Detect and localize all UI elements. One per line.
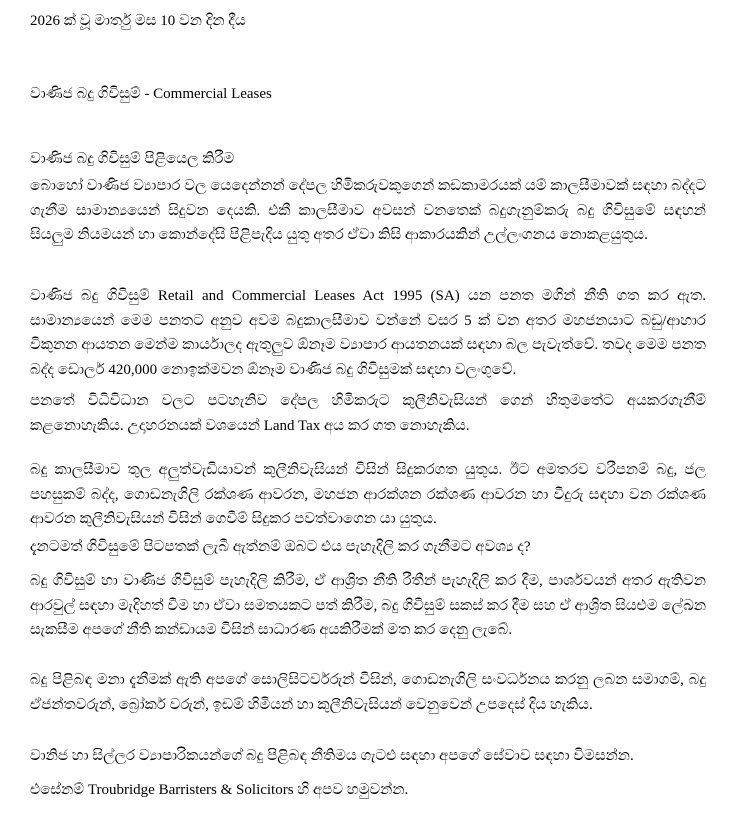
paragraph-contact: එසේනම් Troubridge Barristers & Solicitors හි අපව හමුවන්න. — [30, 782, 409, 798]
date-line: 2026 ක් වූ මාර්තු මස 10 වන දින දීය — [30, 13, 246, 29]
paragraph-intro: බොහෝ වාණිජ ව්‍යාපාර වල යෙදෙන්නන් දේපල හිමිකරුවකුගෙන් කඩකාමරයක් යම් කාලසීමාවක් සඳහා බද්දට ගැනීම සාමාන්‍යයෙන් සිදුවන දෙයකි. එකී කාලසීමාව අවසන් වනතෙක් බදුගැනුම්කරු බදු ගිවිසුමේ සඳහන් සියලුම නියමයන් හා කොන්දේසි පිළිපැදිය යුතු අතර ඒවා කිසි ආකාරයකින් උල්ලංගනය නොකළයුතුය. — [30, 178, 706, 244]
paragraph-provisions: පනතේ විධිවිධාන වලට පටහැනිව දේපල හිමිකරුට කුලීනිවැසියන් ගෙන් හිතුමතේට අයකරගැනීම් කළනොහැකිය. උදාහරනයක් වශයෙන් Land Tax අය කර ගත නොහැකිය. — [30, 393, 706, 434]
paragraph-services: බදු ගිවිසුම් හා වාණිජ ගිවිසුම් පැහැදිලි කිරීම, ඒ ආශ්‍රිත නීති රීතීන් පැහැදිලි කර දීම, පාර්ශවයන් අතර ඇතිවන ආරවුල් සඳහා මැදිහත් වීම හා ඒවා සමතයකට පත් කිරීම, බදු ගිවිසුම් සකස් කර දීම සහ ඒ ආශ්‍රිත සියළුම ලේඛන සැකසීම අපගේ නීති කන්ඩායම විසින් සාධාරණ අයකිරීමක් මත කර දෙනු ලැබේ. — [30, 573, 706, 639]
page-title: වාණිජ බදු ගිවිසුම් - Commercial Leases — [30, 86, 272, 102]
section-heading: වාණිජ බදු ගිවිසුම් පිළියෙල කිරීම — [30, 151, 235, 167]
paragraph-solicitors: බදු පිළිබඳ මනා දැනීමක් ඇති අපගේ සොලිසිටර්වරුන් විසින්, ගොඩනැගිලි සංවර්ධනය කරනු ලබන සමාගම්, බදු ඒජන්තවරුන්, බ්‍රෝකර් වරුන්, ඉඩම් හිමියන් හා කුලීනිවැසියන් වෙනුවෙන් උපදෙස් දිය හැකිය. — [30, 672, 706, 713]
paragraph-question: දැනටමත් ගිවිසුමේ පිටපතක් ලැබී ඇත්නම් ඔබට එය පැහැදිලි කර ගැනීමට අවශ්‍ය ද? — [30, 539, 531, 555]
paragraph-repairs: බදු කාලසීමාව තුල අලුත්වැඩියාවන් කුලීනිවැසියන් විසින් සිදුකරගත යුතුය. ඊට අමතරව වරීපනම් බදු, ජල පහසුකම් බද්ද, ගොඩනැගිලි රක්ශණ ආවරන, මහජන ආරක්ශන රක්ශණ ආවරන හා වීදුරු සඳහා වන රක්ශණ ආවරන කුලීනිවැසියන් විසින් ගෙවීම් සිදුකර පවත්වාගෙන යා යුතුය. — [30, 462, 706, 528]
paragraph-enquire: වානිජ හා සිල්ලර ව්‍යාපාරිකයන්ගේ බදු පිළිබඳ නීතිමය ගැටළු සඳහා අපගේ සේවාව සඳහා විමසන්න. — [30, 748, 634, 764]
paragraph-act: වාණිජ බදු ගිවිසුම් Retail and Commercial Leases Act 1995 (SA) යන පනත මගින් නීති ගත කර ඇත. සාමාන්‍යයෙන් මෙම පනතට අනුව අවම බදුකාලසීමාව වන්නේ වසර 5 ක් වන අතර මහජනයාට බඩු/ආහාර විකුනන ආයතන මෙන්ම කාර්යාලද ඇතුලුව ඕනෑම ව්‍යාපාර ආයතනයක් සඳහා බල පැවැත්වේ. තවද මෙම පනත බද්ද ඩොලර් 420,000 නොඉක්මවන ඕනෑම වාණිජ බදු ගිවිසුමක් සඳහා වලංගුවේ. — [30, 288, 706, 378]
